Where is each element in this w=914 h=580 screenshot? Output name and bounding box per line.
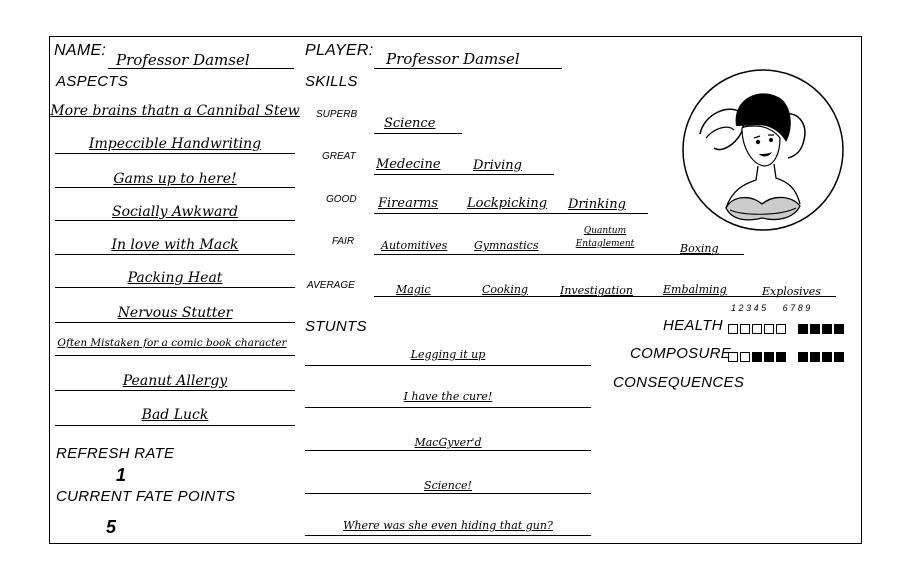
stunt-line: [305, 535, 591, 536]
skill-boxing: Boxing: [680, 242, 719, 255]
track-number: 6: [782, 303, 788, 313]
stunt-line: [305, 407, 591, 408]
track-number: 4: [753, 303, 759, 313]
aspect-line: [55, 153, 295, 154]
skill-quantum-entaglement: Quantum Entaglement: [575, 226, 635, 249]
aspect-8: Often Mistaken for a comic book character: [57, 337, 287, 349]
aspect-line: [55, 425, 295, 426]
track-box[interactable]: [810, 352, 820, 362]
health-label: HEALTH: [663, 317, 723, 334]
track-number: 8: [797, 303, 803, 313]
fate-points-label: CURRENT FATE POINTS: [56, 488, 236, 505]
aspect-2: Impeccible Handwriting: [88, 136, 262, 152]
track-numbers: [731, 303, 810, 313]
rank-great: GREAT: [322, 151, 356, 162]
aspect-line: [55, 355, 295, 356]
stunt-line: [305, 450, 591, 451]
aspect-7: Nervous Stutter: [117, 305, 233, 321]
track-box[interactable]: [810, 324, 820, 334]
skill-gymnastics: Gymnastics: [474, 239, 539, 252]
skill-science: Science: [384, 116, 436, 131]
track-box[interactable]: [776, 324, 786, 334]
track-number: 2: [738, 303, 744, 313]
track-box[interactable]: [764, 324, 774, 334]
player-label: PLAYER:: [305, 42, 374, 59]
track-number: 9: [805, 303, 811, 313]
refresh-rate-label: REFRESH RATE: [56, 445, 175, 462]
track-box[interactable]: [834, 324, 844, 334]
skills-label: SKILLS: [305, 73, 358, 90]
aspect-line: [55, 390, 295, 391]
stunts-label: STUNTS: [305, 318, 367, 335]
aspect-line: [55, 187, 295, 188]
aspect-4: Socially Awkward: [112, 204, 238, 220]
skill-embalming: Embalming: [663, 283, 727, 296]
track-box[interactable]: [776, 352, 786, 362]
track-box[interactable]: [728, 352, 738, 362]
track-number: 3: [746, 303, 752, 313]
character-name: Professor Damsel: [116, 51, 250, 69]
rank-fair: FAIR: [332, 236, 355, 247]
health-track: [728, 318, 846, 337]
track-box[interactable]: [752, 352, 762, 362]
track-box[interactable]: [798, 324, 808, 334]
skill-line: [374, 174, 554, 175]
aspect-5: In love with Mack: [111, 237, 239, 253]
aspect-1: More brains thatn a Cannibal Stew: [50, 103, 300, 119]
rank-superb: SUPERB: [316, 109, 358, 120]
skill-line: [374, 133, 462, 134]
rank-good: GOOD: [326, 194, 357, 205]
track-box[interactable]: [740, 324, 750, 334]
name-label: NAME:: [54, 42, 107, 59]
aspect-10: Bad Luck: [141, 407, 209, 423]
skill-medecine: Medecine: [376, 157, 441, 172]
stunt-5: Where was she even hiding that gun?: [343, 519, 553, 532]
stunt-2: I have the cure!: [403, 390, 493, 403]
track-box[interactable]: [834, 352, 844, 362]
refresh-rate-value: 1: [116, 465, 127, 485]
aspect-line: [55, 220, 295, 221]
skill-lockpicking: Lockpicking: [467, 196, 548, 211]
skill-magic: Magic: [396, 283, 431, 296]
stunt-4: Science!: [424, 479, 472, 492]
composure-label: COMPOSURE: [630, 345, 732, 362]
composure-track: [728, 346, 846, 365]
skill-cooking: Cooking: [482, 283, 528, 296]
skill-investigation: Investigation: [560, 284, 633, 297]
track-box[interactable]: [728, 324, 738, 334]
aspect-9: Peanut Allergy: [122, 373, 228, 389]
skill-line: [374, 213, 648, 214]
skill-driving: Driving: [473, 158, 522, 173]
stunt-1: Legging it up: [410, 348, 486, 361]
track-box[interactable]: [798, 352, 808, 362]
aspects-label: ASPECTS: [56, 73, 129, 90]
fate-points-value: 5: [106, 517, 117, 537]
aspect-line: [55, 254, 295, 255]
skill-automitives: Automitives: [381, 239, 448, 252]
skill-line: [374, 254, 744, 255]
skill-line: [374, 296, 836, 297]
aspect-6: Packing Heat: [127, 270, 223, 286]
aspect-3: Gams up to here!: [113, 171, 237, 187]
player-name: Professor Damsel: [386, 50, 520, 68]
track-box[interactable]: [752, 324, 762, 334]
stunt-line: [305, 365, 591, 366]
rank-average: AVERAGE: [307, 280, 355, 291]
consequences-label: CONSEQUENCES: [613, 374, 745, 391]
aspect-line: [55, 287, 295, 288]
stunt-line: [305, 493, 591, 494]
player-line: [374, 68, 562, 69]
track-box[interactable]: [764, 352, 774, 362]
skill-firearms: Firearms: [378, 196, 439, 211]
track-number: 1: [731, 303, 737, 313]
track-number: 5: [761, 303, 767, 313]
portrait-image: [670, 68, 856, 232]
track-number: 7: [790, 303, 796, 313]
skill-explosives: Explosives: [762, 285, 821, 298]
stunt-3: MacGyver'd: [414, 436, 482, 449]
aspect-line: [55, 322, 295, 323]
track-box[interactable]: [822, 324, 832, 334]
track-box[interactable]: [740, 352, 750, 362]
track-box[interactable]: [822, 352, 832, 362]
name-line: [108, 68, 294, 69]
skill-drinking: Drinking: [568, 197, 626, 212]
